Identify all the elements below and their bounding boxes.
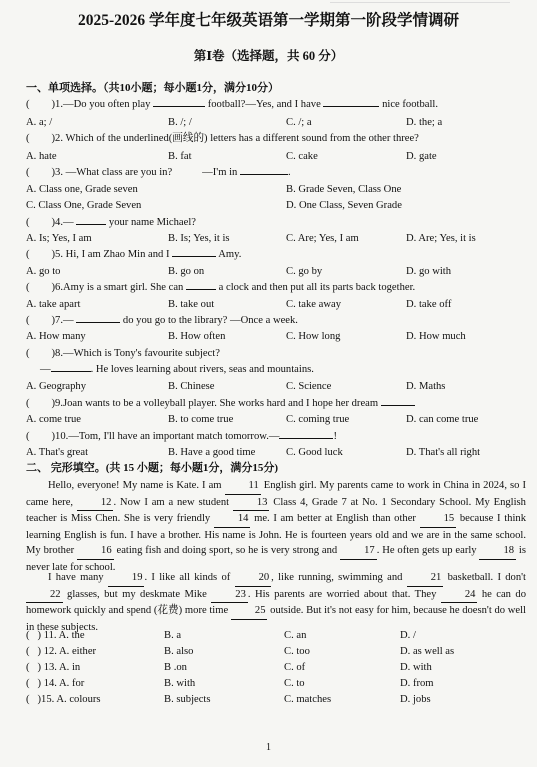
question-7: ( )7.— do you go to the library? —Once a week. bbox=[26, 315, 298, 326]
q6-option-b: B. take out bbox=[168, 299, 215, 310]
q9-option-c: C. coming true bbox=[286, 414, 350, 425]
cloze-blank-17: 17 bbox=[340, 543, 377, 560]
cloze-blank-11: 11 bbox=[225, 478, 261, 495]
cloze-13-option-d: D. with bbox=[400, 662, 432, 673]
q5-option-a: A. go to bbox=[26, 266, 61, 277]
question-2: ( )2. Which of the underlined(画线的) letters has a different sound from the other three? bbox=[26, 133, 419, 144]
q2-option-b: B. fat bbox=[168, 151, 192, 162]
section2-heading: 二、 完形填空。(共 15 小题；每小题1分，满分15分) bbox=[26, 462, 279, 474]
cloze-14-option-b: B. with bbox=[164, 678, 196, 689]
q7-option-d: D. How much bbox=[406, 331, 466, 342]
cloze-blank-25: 25 bbox=[231, 603, 268, 620]
cloze-text: . He often gets up early bbox=[376, 545, 480, 557]
exam-title: 2025-2026 学年度七年级英语第一学期第一阶段学情调研 bbox=[77, 12, 460, 29]
question-9: ( )9.Joan wants to be a volleyball player. She works hard and I hope her dream bbox=[26, 397, 415, 410]
cloze-14-option-d: D. from bbox=[400, 678, 434, 689]
cloze-13-option-b: B .on bbox=[164, 662, 187, 673]
q6-option-c: C. take away bbox=[286, 299, 342, 310]
q10-option-a: A. That's great bbox=[26, 447, 89, 458]
q3-option-a: A. Class one, Grade seven bbox=[26, 184, 138, 195]
cloze-blank-12: 12 bbox=[77, 495, 114, 512]
cloze-blank-22: 22 bbox=[26, 587, 63, 604]
cloze-paragraph-1 bbox=[26, 478, 526, 576]
section1-heading: 一、单项选择。（共10小题；每小题1分，满分10分） bbox=[26, 82, 279, 94]
q10-option-d: D. That's all right bbox=[406, 447, 481, 458]
question-3: ( )3. —What class are you in? —I'm in . bbox=[26, 167, 291, 178]
cloze-text: Class 4, Grade 7 at No. 1 Secondary School. My English teacher is Miss Chen. She is very friendly bbox=[26, 496, 526, 525]
cloze-blank-23: 23 bbox=[211, 587, 248, 604]
q3-option-c: C. Class One, Grade Seven bbox=[26, 200, 142, 211]
q4-option-a: A. Is; Yes, I am bbox=[26, 233, 92, 244]
cloze-blank-20: 20 bbox=[235, 570, 272, 587]
cloze-text: because I think learning English is fun. I have a brother. His name is John. He is fourteen years old and we are in the same school. My brother bbox=[26, 513, 526, 557]
q3-option-b: B. Grade Seven, Class One bbox=[286, 184, 402, 195]
q4-option-b: B. Is; Yes, it is bbox=[168, 233, 230, 244]
q8-option-c: C. Science bbox=[286, 381, 332, 392]
cloze-text: eating fish and doing sport, so he is very strong and bbox=[113, 545, 341, 557]
cloze-option-row-12: ( ) 12. A. either bbox=[26, 646, 97, 657]
cloze-11-option-b: B. a bbox=[164, 630, 182, 641]
q9-option-b: B. to come true bbox=[168, 414, 234, 425]
q6-option-a: A. take apart bbox=[26, 299, 81, 310]
cloze-text: . His parents are worried about that. They bbox=[247, 588, 441, 600]
cloze-12-option-d: D. as well as bbox=[400, 646, 455, 657]
cloze-blank-16: 16 bbox=[77, 543, 114, 560]
cloze-14-option-c: C. to bbox=[284, 678, 305, 689]
q2-option-c: C. cake bbox=[286, 151, 318, 162]
cloze-blank-15: 15 bbox=[420, 511, 457, 528]
q10-option-c: C. Good luck bbox=[286, 447, 343, 458]
q5-option-d: D. go with bbox=[406, 266, 452, 277]
q8-option-a: A. Geography bbox=[26, 381, 87, 392]
q5-option-c: C. go by bbox=[286, 266, 323, 277]
question-10: ( )10.—Tom, I'll have an important match tomorrow.— ! bbox=[26, 431, 337, 442]
question-1: ( )1.—Do you often play football?—Yes, and I have nice football. bbox=[26, 99, 438, 110]
cloze-text: me. I am better at English than other bbox=[250, 513, 420, 525]
cloze-blank-21: 21 bbox=[407, 570, 444, 587]
cloze-blank-13: 13 bbox=[233, 495, 270, 512]
cloze-11-option-d: D. / bbox=[400, 630, 416, 641]
cloze-text: basketball. I don't bbox=[443, 572, 526, 583]
cloze-15-option-b: B. subjects bbox=[164, 694, 211, 705]
q4-option-c: C. Are; Yes, I am bbox=[286, 233, 359, 244]
q2-option-a: A. hate bbox=[26, 151, 57, 162]
cloze-text: Hello, everyone! My name is Kate. I am bbox=[48, 480, 225, 491]
question-8: ( )8.—Which is Tony's favourite subject? bbox=[26, 348, 220, 359]
question-6: ( )6.Amy is a smart girl. She can a clock and then put all its parts back together. bbox=[26, 282, 416, 293]
cloze-text: outside. But it's not easy for him, because he doesn't do well in these subjects. bbox=[26, 605, 526, 633]
cloze-option-row-13: ( ) 13. A. in bbox=[26, 662, 81, 673]
q9-option-a: A. come true bbox=[26, 414, 82, 425]
q9-option-d: D. can come true bbox=[406, 414, 479, 425]
cloze-15-option-d: D. jobs bbox=[400, 694, 431, 705]
q7-option-c: C. How long bbox=[286, 331, 341, 342]
q1-option-d: D. the; a bbox=[406, 117, 443, 128]
q3-option-d: D. One Class, Seven Grade bbox=[286, 200, 402, 211]
q1-option-a: A. a; / bbox=[26, 117, 53, 128]
q1-option-b: B. /; / bbox=[168, 117, 192, 128]
cloze-blank-24: 24 bbox=[441, 587, 478, 604]
cloze-blank-18: 18 bbox=[479, 543, 516, 560]
question-5: ( )5. Hi, I am Zhao Min and I Amy. bbox=[26, 249, 242, 260]
q10-option-b: B. Have a good time bbox=[168, 447, 256, 458]
cloze-blank-19: 19 bbox=[108, 570, 145, 587]
q8-option-b: B. Chinese bbox=[168, 381, 215, 392]
q7-option-a: A. How many bbox=[26, 331, 86, 342]
cloze-13-option-c: C. of bbox=[284, 662, 306, 673]
q5-option-b: B. go on bbox=[168, 266, 205, 277]
cloze-12-option-b: B. also bbox=[164, 646, 194, 657]
cloze-option-row-14: ( ) 14. A. for bbox=[26, 678, 85, 689]
page-number: 1 bbox=[266, 742, 271, 753]
cloze-text: is never late for school. bbox=[26, 545, 526, 573]
cloze-text: he can do homework quickly and spend (花费) more time bbox=[26, 588, 526, 617]
cloze-text: . I like all kinds of bbox=[144, 572, 235, 583]
paper-part-title: 第Ⅰ卷（选择题，共 60 分） bbox=[193, 49, 344, 63]
cloze-text: . Now I am a new student bbox=[113, 496, 233, 508]
cloze-paragraph-2 bbox=[26, 570, 526, 635]
question-8-response: — . He loves learning about rivers, seas and mountains. bbox=[40, 364, 314, 375]
cloze-text: English girl. My parents came to work in China in 2024, so I came here, bbox=[26, 480, 526, 508]
q8-option-d: D. Maths bbox=[406, 381, 446, 392]
cloze-option-row-15: ( )15. A. colours bbox=[26, 694, 101, 705]
cloze-11-option-c: C. an bbox=[284, 630, 307, 641]
q1-option-c: C. /; a bbox=[286, 117, 312, 128]
cloze-text: glasses, but my deskmate Mike bbox=[62, 588, 212, 600]
cloze-option-row-11: ( ) 11. A. the bbox=[26, 630, 85, 641]
cloze-text: , like running, swimming and bbox=[271, 572, 407, 583]
q2-option-d: D. gate bbox=[406, 151, 437, 162]
cloze-text: I have many bbox=[48, 572, 108, 583]
cloze-12-option-c: C. too bbox=[284, 646, 310, 657]
q6-option-d: D. take off bbox=[406, 299, 452, 310]
q4-option-d: D. Are; Yes, it is bbox=[406, 233, 476, 244]
question-4: ( )4.— your name Michael? bbox=[26, 217, 196, 228]
q7-option-b: B. How often bbox=[168, 331, 226, 342]
cloze-15-option-c: C. matches bbox=[284, 694, 332, 705]
cloze-blank-14: 14 bbox=[214, 511, 251, 528]
